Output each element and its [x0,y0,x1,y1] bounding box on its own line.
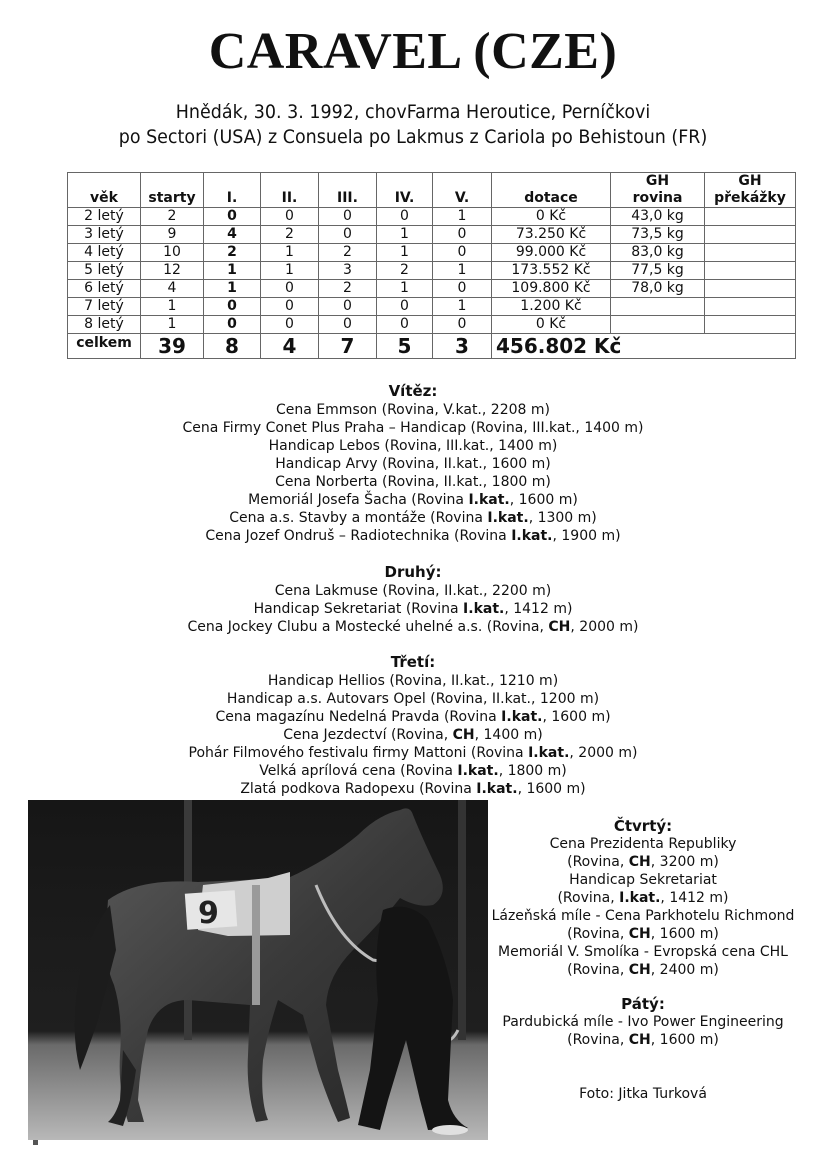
total-fourth-cell: 5 [377,334,433,359]
race-text: Handicap Arvy (Rovina, II.kat., 1600 m) [275,456,551,472]
race-entry [0,437,826,455]
race-entry [488,835,798,853]
race-entry [0,455,826,473]
total-label-cell: celkem [68,334,141,359]
second-place-section [0,563,826,636]
race-category: CH [628,962,651,978]
col-header-starts: starty [141,173,204,208]
race-text: Cena Firmy Conet Plus Praha – Handicap (Rovina, III.kat., 1400 m) [182,420,644,436]
row-third-cell: 0 [319,226,377,244]
row-first-cell: 1 [204,262,261,280]
race-entry [0,600,826,618]
race-entry [488,871,798,889]
race-text: (Rovina, [567,1032,629,1048]
row-prize-cell: 0 Kč [492,208,611,226]
row-starts-cell: 9 [141,226,204,244]
third-place-section [0,653,826,798]
col-header-third: III. [319,173,377,208]
race-entry [0,762,826,780]
horse-photo-image [28,800,488,1140]
race-entry [0,780,826,798]
row-prize-cell: 99.000 Kč [492,244,611,262]
race-category: I.kat. [476,781,518,797]
row-first-cell: 0 [204,208,261,226]
race-text: (Rovina, [567,962,629,978]
table-row [68,316,796,334]
race-text: , 2400 m) [650,962,719,978]
section-heading: Vítěz: [388,382,438,400]
row-fifth-cell: 1 [433,298,492,316]
race-text: Handicap Sekretariat [569,872,717,888]
race-text: Cena Jozef Ondruš – Radiotechnika (Rovina [205,528,512,544]
total-prize-cell: 456.802 Kč [492,334,796,359]
race-entry [488,961,798,979]
race-text: Cena Jockey Clubu a Mostecké uhelné a.s. (Rovina, [187,619,549,635]
race-text: Handicap Sekretariat (Rovina [253,601,464,617]
race-entry [0,419,826,437]
race-entry [488,925,798,943]
row-third-cell: 0 [319,298,377,316]
race-category: I.kat. [487,510,529,526]
row-prize-cell: 1.200 Kč [492,298,611,316]
horse-name-title: CARAVEL (CZE) [208,23,618,80]
race-text: , 1600 m) [517,781,586,797]
total-starts-cell: 39 [141,334,204,359]
career-stats-table [67,172,796,359]
row-starts-cell: 2 [141,208,204,226]
row-gh-jump-cell [705,298,796,316]
row-prize-cell: 109.800 Kč [492,280,611,298]
winner-section [0,382,826,545]
race-text: Cena Lakmuse (Rovina, II.kat., 2200 m) [274,583,552,599]
table-body [68,208,796,359]
total-first-cell: 8 [204,334,261,359]
race-text: , 1900 m) [552,528,621,544]
row-third-cell: 3 [319,262,377,280]
race-text: , 2000 m) [569,745,638,761]
corner-mark [33,1140,38,1145]
race-entry [0,473,826,491]
race-category: I.kat. [457,763,499,779]
horse-photo [28,800,488,1140]
race-text: , 1600 m) [650,1032,719,1048]
table-total-row [68,334,796,359]
race-text: Cena Emmson (Rovina, V.kat., 2208 m) [276,402,550,418]
col-header-gh-jump [705,173,796,208]
row-age-cell: 5 letý [68,262,141,280]
race-text: Handicap Lebos (Rovina, III.kat., 1400 m) [268,438,558,454]
row-age-cell: 6 letý [68,280,141,298]
section-heading: Druhý: [384,563,442,581]
race-category: I.kat. [511,528,553,544]
race-text: (Rovina, [567,926,629,942]
race-category: I.kat. [468,492,510,508]
race-category: I.kat. [501,709,543,725]
row-first-cell: 0 [204,298,261,316]
row-third-cell: 2 [319,280,377,298]
row-gh-jump-cell [705,244,796,262]
row-gh-jump-cell [705,226,796,244]
row-second-cell: 0 [261,298,319,316]
row-second-cell: 1 [261,244,319,262]
row-fourth-cell: 1 [377,280,433,298]
race-category: I.kat. [463,601,505,617]
row-starts-cell: 12 [141,262,204,280]
row-first-cell: 0 [204,316,261,334]
row-fourth-cell: 1 [377,226,433,244]
race-entry [0,582,826,600]
race-text: , 3200 m) [650,854,719,870]
handler-shoe [432,1125,468,1135]
race-entry [0,618,826,636]
race-text: , 1600 m) [509,492,578,508]
gh-jump-line1: GH [738,173,762,189]
saddle-cloth-number: 9 [198,896,219,931]
race-text: , 1400 m) [474,727,543,743]
race-entry [0,708,826,726]
row-starts-cell: 1 [141,298,204,316]
race-text: Cena Norberta (Rovina, II.kat., 1800 m) [275,474,551,490]
total-second-cell: 4 [261,334,319,359]
race-category: CH [548,619,571,635]
race-text: Memoriál Josefa Šacha (Rovina [248,492,469,508]
row-fifth-cell: 0 [433,244,492,262]
row-fifth-cell: 1 [433,208,492,226]
row-starts-cell: 1 [141,316,204,334]
row-gh-flat-cell: 78,0 kg [611,280,705,298]
row-second-cell: 0 [261,280,319,298]
table-row [68,244,796,262]
table-row [68,298,796,316]
row-prize-cell: 73.250 Kč [492,226,611,244]
row-gh-flat-cell: 77,5 kg [611,262,705,280]
race-text: Cena Prezidenta Republiky [549,836,737,852]
row-age-cell: 8 letý [68,316,141,334]
row-first-cell: 1 [204,280,261,298]
race-category: I.kat. [619,890,661,906]
race-entry [488,1031,798,1049]
section-heading: Čtvrtý: [613,817,673,835]
row-age-cell: 7 letý [68,298,141,316]
row-fifth-cell: 1 [433,262,492,280]
race-entry [0,726,826,744]
race-text: Cena Jezdectví (Rovina, [283,727,453,743]
row-fourth-cell: 0 [377,298,433,316]
race-entry [488,907,798,925]
row-fourth-cell: 2 [377,262,433,280]
race-text: Zlatá podkova Radopexu (Rovina [240,781,477,797]
race-text: , 2000 m) [570,619,639,635]
race-category: CH [452,727,475,743]
col-header-fourth: IV. [377,173,433,208]
table-row [68,280,796,298]
row-starts-cell: 10 [141,244,204,262]
race-text: Velká aprílová cena (Rovina [259,763,458,779]
gh-flat-line2: rovina [632,190,683,206]
race-text: Handicap Hellios (Rovina, II.kat., 1210 m) [267,673,559,689]
row-starts-cell: 4 [141,280,204,298]
fence-post [458,800,466,1040]
row-gh-flat-cell: 83,0 kg [611,244,705,262]
table-row [68,208,796,226]
row-age-cell: 4 letý [68,244,141,262]
row-fourth-cell: 0 [377,208,433,226]
row-first-cell: 2 [204,244,261,262]
col-header-age: věk [68,173,141,208]
section-heading: Třetí: [390,653,436,671]
race-text: Handicap a.s. Autovars Opel (Rovina, II.kat., 1200 m) [226,691,600,707]
race-text: Pohár Filmového festivalu firmy Mattoni (Rovina [188,745,529,761]
row-third-cell: 0 [319,208,377,226]
race-entry [0,690,826,708]
race-text: , 1800 m) [498,763,567,779]
race-text: Pardubická míle - Ivo Power Engineering [502,1014,784,1030]
row-third-cell: 2 [319,244,377,262]
total-fifth-cell: 3 [433,334,492,359]
girth-strap [252,885,260,1005]
row-age-cell: 2 letý [68,208,141,226]
pedigree-line: po Sectori (USA) z Consuela po Lakmus z Cariola po Behistoun (FR) [118,126,708,148]
row-first-cell: 4 [204,226,261,244]
row-prize-cell: 0 Kč [492,316,611,334]
race-entry [0,509,826,527]
row-gh-jump-cell [705,316,796,334]
table-header-row [68,173,796,208]
fifth-place-section [488,995,798,1049]
race-entry [488,889,798,907]
race-text: Cena magazínu Nedelná Pravda (Rovina [215,709,502,725]
race-text: , 1412 m) [660,890,729,906]
race-text: , 1600 m) [650,926,719,942]
row-gh-flat-cell [611,316,705,334]
race-text: , 1412 m) [504,601,573,617]
row-second-cell: 2 [261,226,319,244]
race-entry [488,943,798,961]
race-text: , 1600 m) [542,709,611,725]
race-text: Cena a.s. Stavby a montáže (Rovina [229,510,488,526]
section-heading: Pátý: [621,995,665,1013]
row-gh-jump-cell [705,262,796,280]
row-second-cell: 0 [261,316,319,334]
table-row [68,226,796,244]
col-header-fifth: V. [433,173,492,208]
race-entry [488,853,798,871]
row-gh-flat-cell: 73,5 kg [611,226,705,244]
row-gh-flat-cell: 43,0 kg [611,208,705,226]
row-gh-jump-cell [705,280,796,298]
row-gh-flat-cell [611,298,705,316]
row-age-cell: 3 letý [68,226,141,244]
race-entry [0,672,826,690]
horse-details-line: Hnědák, 30. 3. 1992, chovFarma Heroutice, Perníčkovi [175,101,651,123]
gh-jump-line2: překážky [714,190,786,206]
col-header-first: I. [204,173,261,208]
row-fifth-cell: 0 [433,280,492,298]
race-category: CH [628,926,651,942]
col-header-gh-flat [611,173,705,208]
race-text: Memoriál V. Smolíka - Evropská cena CHL [498,944,788,960]
row-fourth-cell: 1 [377,244,433,262]
race-category: CH [628,1032,651,1048]
race-entry [0,491,826,509]
row-fourth-cell: 0 [377,316,433,334]
row-third-cell: 0 [319,316,377,334]
race-text: , 1300 m) [528,510,597,526]
row-fifth-cell: 0 [433,316,492,334]
race-text: (Rovina, [557,890,620,906]
race-entry [488,1013,798,1031]
race-category: CH [628,854,651,870]
col-header-prize: dotace [492,173,611,208]
row-prize-cell: 173.552 Kč [492,262,611,280]
race-entry [0,401,826,419]
race-entry [0,527,826,545]
row-second-cell: 0 [261,208,319,226]
row-fifth-cell: 0 [433,226,492,244]
race-category: I.kat. [528,745,570,761]
gh-flat-line1: GH [645,173,670,189]
race-text: Lázeňská míle - Cena Parkhotelu Richmond [491,908,795,924]
row-second-cell: 1 [261,262,319,280]
row-gh-jump-cell [705,208,796,226]
race-entry [0,744,826,762]
total-third-cell: 7 [319,334,377,359]
photo-credit: Foto: Jitka Turková [579,1086,707,1102]
fourth-place-section [488,817,798,979]
col-header-second: II. [261,173,319,208]
table-row [68,262,796,280]
race-text: (Rovina, [567,854,629,870]
